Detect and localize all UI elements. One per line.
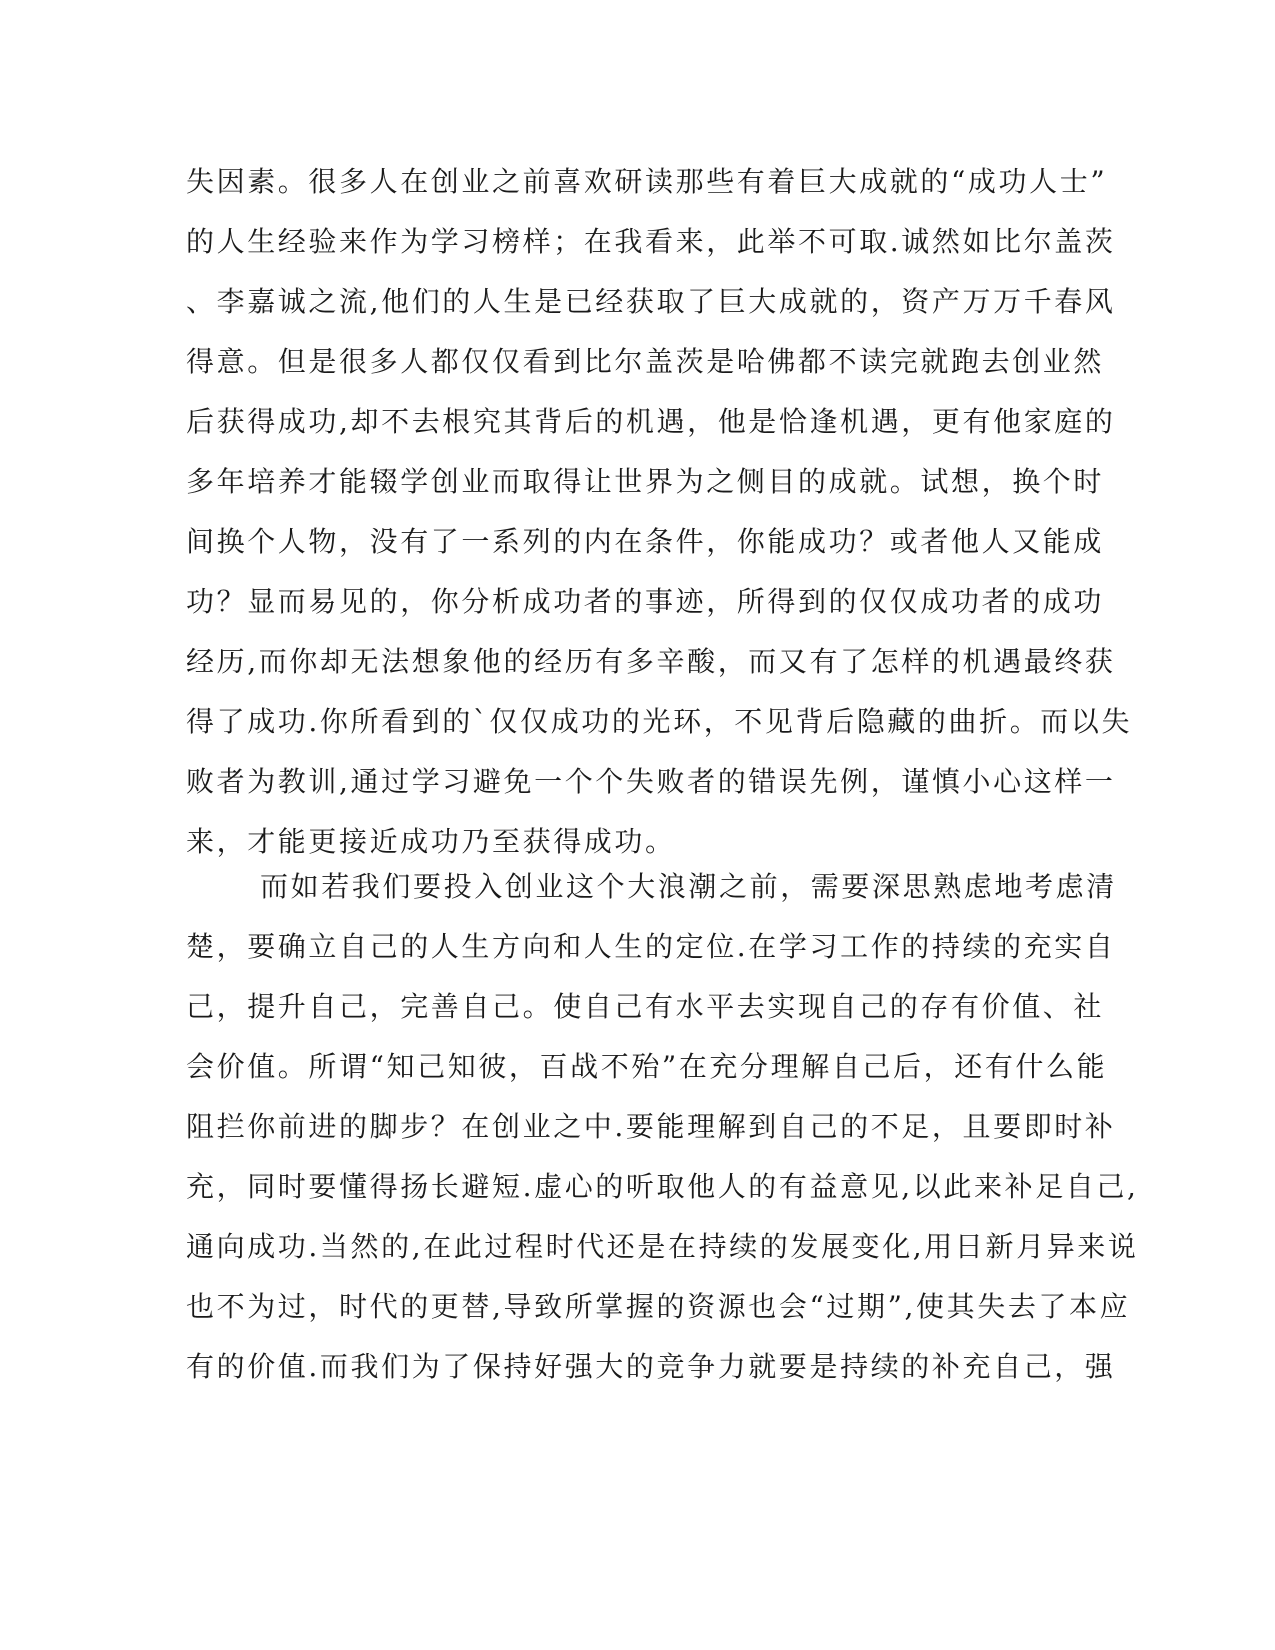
- text-line: 充，同时要懂得扬长避短.虚心的听取他人的有益意见,以此来补足自己,: [186, 1170, 1139, 1203]
- text-line: 来，才能更接近成功乃至获得成功。: [186, 825, 676, 858]
- text-line: 楚，要确立自己的人生方向和人生的定位.在学习工作的持续的充实自: [186, 930, 1116, 963]
- text-line: 己，提升自己，完善自己。使自己有水平去实现自己的存有价值、社: [186, 990, 1105, 1023]
- text-line: 阻拦你前进的脚步？在创业之中.要能理解到自己的不足，且要即时补: [186, 1110, 1116, 1143]
- text-line: 、李嘉诚之流,他们的人生是已经获取了巨大成就的，资产万万千春风: [186, 285, 1116, 318]
- text-line: 的人生经验来作为学习榜样；在我看来，此举不可取.诚然如比尔盖茨: [186, 225, 1116, 258]
- text-line: 也不为过，时代的更替,导致所掌握的资源也会“过期”,使其失去了本应: [186, 1290, 1131, 1323]
- text-line: 败者为教训,通过学习避免一个个失败者的错误先例，谨慎小心这样一: [186, 765, 1116, 798]
- paragraph-2: [186, 857, 1139, 1397]
- paragraph-1: [186, 152, 1133, 872]
- text-line: 得意。但是很多人都仅仅看到比尔盖茨是哈佛都不读完就跑去创业然: [186, 345, 1105, 378]
- text-line: 间换个人物，没有了一系列的内在条件，你能成功？或者他人又能成: [186, 525, 1105, 558]
- text-line: 得了成功.你所看到的`仅仅成功的光环，不见背后隐藏的曲折。而以失: [186, 705, 1133, 738]
- text-line: 失因素。很多人在创业之前喜欢研读那些有着巨大成就的“成功人士”: [186, 165, 1108, 198]
- text-line: 功？显而易见的，你分析成功者的事迹，所得到的仅仅成功者的成功: [186, 585, 1105, 618]
- text-line: 会价值。所谓“知己知彼，百战不殆”在充分理解自己后，还有什么能: [186, 1050, 1108, 1083]
- text-line: 经历,而你却无法想象他的经历有多辛酸，而又有了怎样的机遇最终获: [186, 645, 1116, 678]
- text-line: 多年培养才能辍学创业而取得让世界为之侧目的成就。试想，换个时: [186, 465, 1105, 498]
- text-line-indented: 而如若我们要投入创业这个大浪潮之前，需要深思熟虑地考虑清: [260, 870, 1117, 903]
- text-line: 后获得成功,却不去根究其背后的机遇，他是恰逢机遇，更有他家庭的: [186, 405, 1116, 438]
- text-line: 通向成功.当然的,在此过程时代还是在持续的发展变化,用日新月异来说: [186, 1230, 1139, 1263]
- text-line: 有的价值.而我们为了保持好强大的竞争力就要是持续的补充自己，强: [186, 1350, 1116, 1383]
